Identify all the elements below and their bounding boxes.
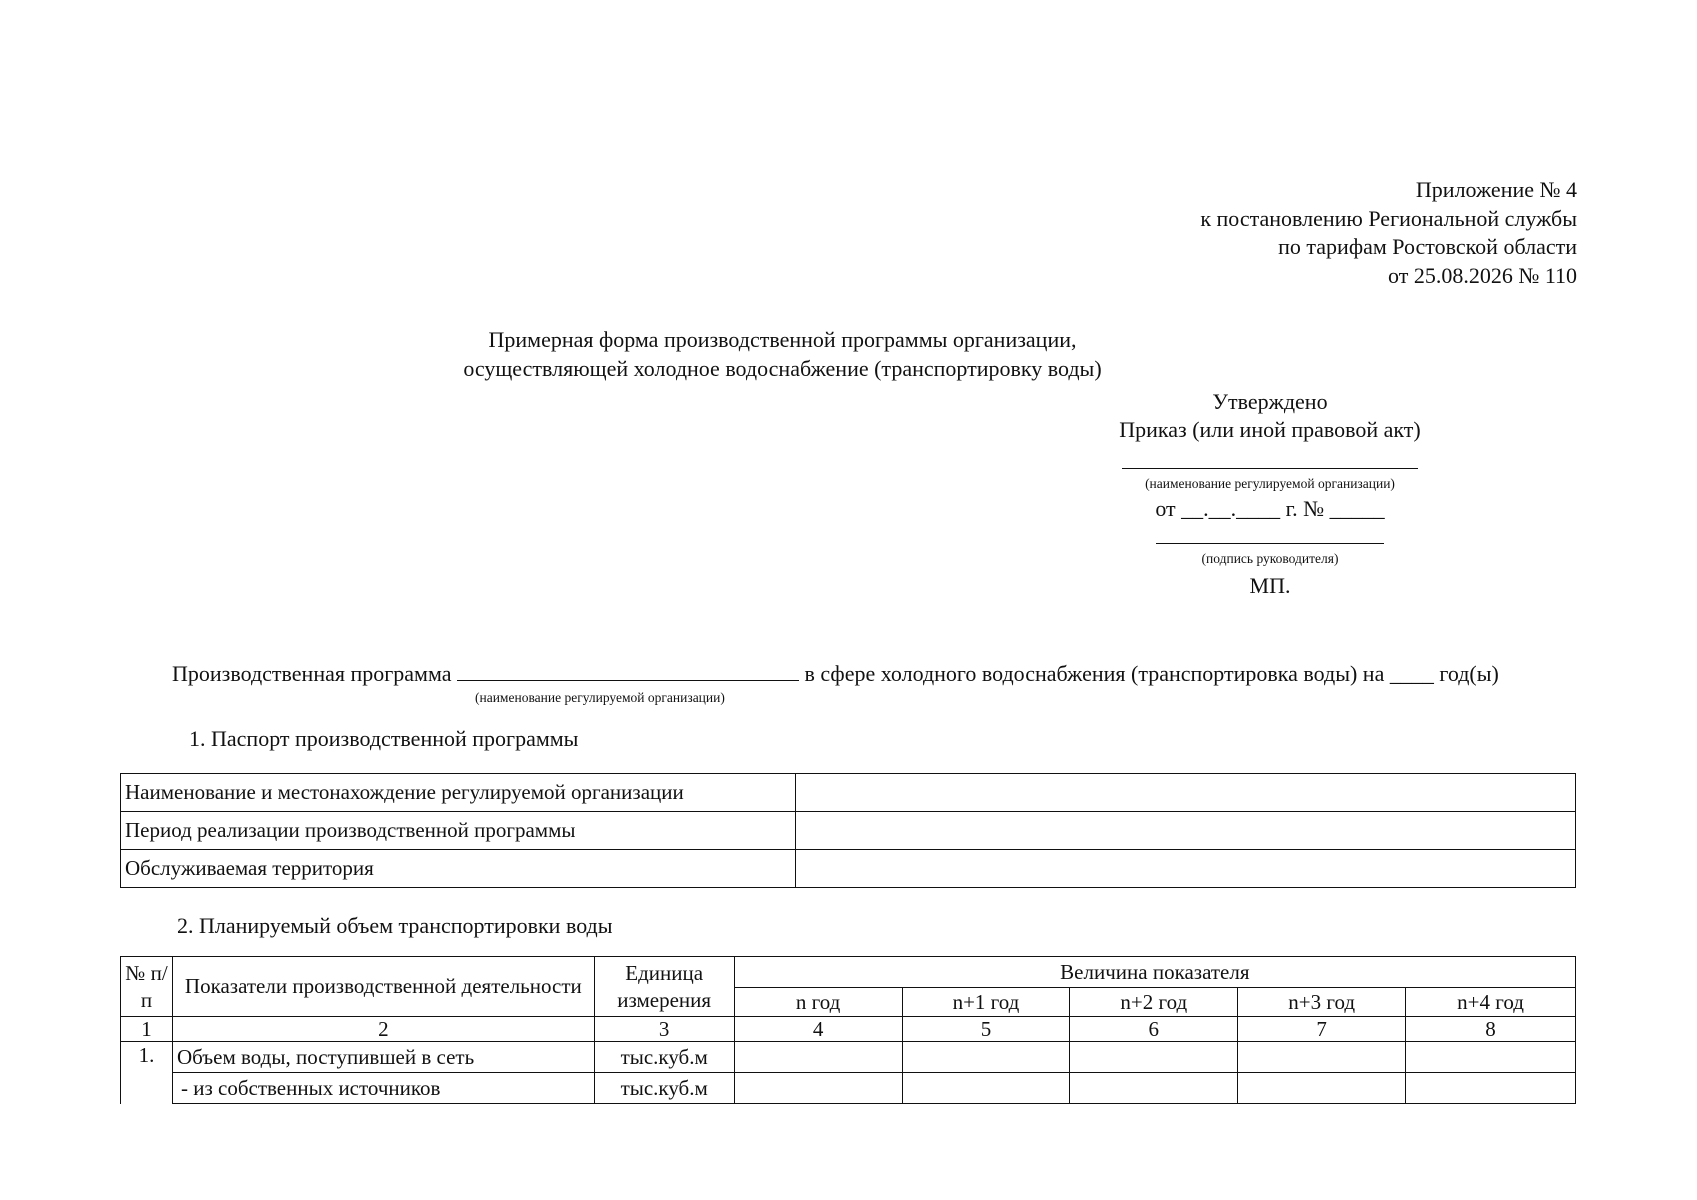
appendix-line: от 25.08.2026 № 110 <box>1388 262 1577 288</box>
header-unit: Единица измерения <box>594 957 734 1017</box>
column-number-row <box>121 1017 1576 1042</box>
row-name: - из собственных источников <box>172 1073 594 1104</box>
value-cell <box>1238 1042 1406 1073</box>
table-row <box>121 850 1576 888</box>
appendix-line: к постановлению Региональной службы <box>1200 205 1577 231</box>
column-number: 4 <box>734 1017 902 1042</box>
program-prefix: Производственная программа <box>172 661 452 686</box>
value-cell <box>1406 1073 1576 1104</box>
appendix-header <box>1200 176 1577 290</box>
signature-caption: (подпись руководителя) <box>1201 551 1339 566</box>
table-header-row <box>121 957 1576 988</box>
passport-value <box>796 850 1576 888</box>
value-cell <box>902 1073 1070 1104</box>
column-number: 5 <box>902 1017 1070 1042</box>
header-year: n год <box>734 988 902 1017</box>
appendix-line: по тарифам Ростовской области <box>1278 234 1577 259</box>
header-value: Величина показателя <box>734 957 1575 988</box>
title-line: Примерная форма производственной программы организации, <box>488 327 1077 352</box>
column-number: 6 <box>1070 1017 1238 1042</box>
value-cell <box>1070 1073 1238 1104</box>
volume-table <box>120 956 1576 1104</box>
date-number-line: от __.__.____ г. № _____ <box>1155 496 1385 521</box>
header-indicators: Показатели производственной деятельности <box>172 957 594 1017</box>
appendix-line: Приложение № 4 <box>1415 177 1577 202</box>
program-middle: в сфере холодного водоснабжения (транспортировка воды) на <box>804 661 1385 686</box>
year-blank: ____ <box>1389 661 1434 686</box>
passport-label: Обслуживаемая территория <box>121 850 796 888</box>
column-number: 1 <box>121 1017 173 1042</box>
section2-title: 2. Планируемый объем транспортировки воды <box>177 913 613 938</box>
header-year: n+3 год <box>1238 988 1406 1017</box>
org-name-blank <box>457 662 799 681</box>
value-cell <box>1238 1073 1406 1104</box>
row-name: Объем воды, поступившей в сеть <box>172 1042 594 1073</box>
passport-label: Период реализации производственной программы <box>121 812 796 850</box>
passport-label: Наименование и местонахождение регулируемой организации <box>121 774 796 812</box>
column-number: 3 <box>594 1017 734 1042</box>
header-year: n+1 год <box>902 988 1070 1017</box>
column-number: 8 <box>1406 1017 1576 1042</box>
value-cell <box>734 1042 902 1073</box>
row-unit: тыс.куб.м <box>594 1073 734 1104</box>
table-row <box>121 1073 1576 1104</box>
row-num: 1. <box>121 1042 173 1073</box>
document-title <box>0 326 1697 383</box>
org-name-line <box>1122 444 1418 469</box>
table-row <box>121 812 1576 850</box>
column-number: 2 <box>172 1017 594 1042</box>
title-line: осуществляющей холодное водоснабжение (транспортировку воды) <box>463 355 1102 381</box>
passport-value <box>796 812 1576 850</box>
value-cell <box>1406 1042 1576 1073</box>
approval-block <box>1115 388 1425 600</box>
passport-table <box>120 773 1576 888</box>
program-line <box>172 661 1499 687</box>
signature-line <box>1156 523 1384 544</box>
value-cell <box>902 1042 1070 1073</box>
passport-value <box>796 774 1576 812</box>
row-unit: тыс.куб.м <box>594 1042 734 1073</box>
section1-title: 1. Паспорт производственной программы <box>189 726 579 751</box>
stamp-label: МП. <box>1249 573 1291 598</box>
program-suffix: год(ы) <box>1439 661 1499 686</box>
table-row <box>121 774 1576 812</box>
value-cell <box>734 1073 902 1104</box>
row-num <box>121 1073 173 1104</box>
approved-label: Утверждено <box>1212 389 1328 414</box>
column-number: 7 <box>1238 1017 1406 1042</box>
program-org-caption: (наименование регулируемой организации) <box>475 690 725 705</box>
header-num: № п/п <box>121 957 173 1017</box>
table-row <box>121 1042 1576 1073</box>
value-cell <box>1070 1042 1238 1073</box>
org-name-caption: (наименование регулируемой организации) <box>1145 476 1395 491</box>
header-year: n+2 год <box>1070 988 1238 1017</box>
order-label: Приказ (или иной правовой акт) <box>1119 417 1421 442</box>
header-year: n+4 год <box>1406 988 1576 1017</box>
